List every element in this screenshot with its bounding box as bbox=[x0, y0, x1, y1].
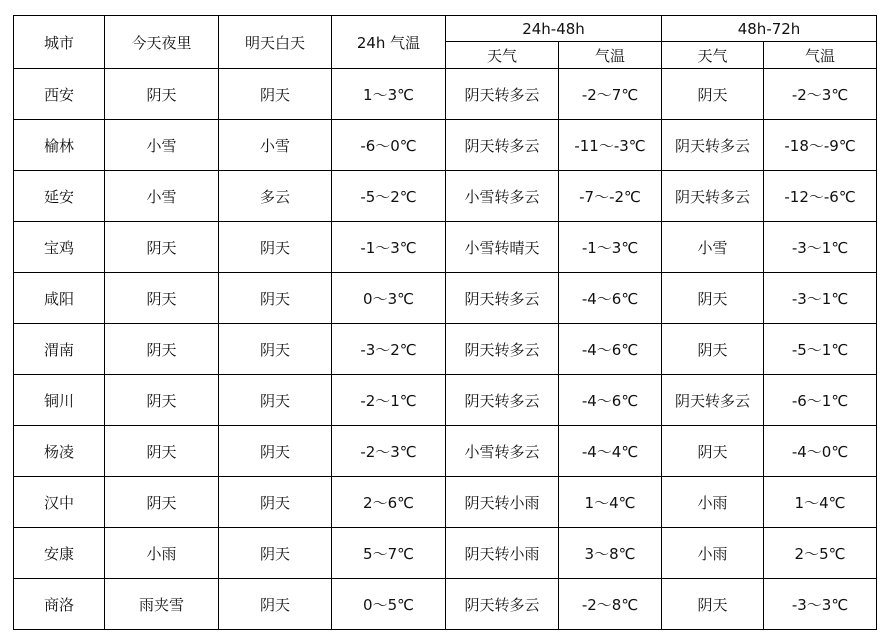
temp-48h-cell: 1～4℃ bbox=[559, 477, 662, 528]
weather-48h-cell: 阴天转多云 bbox=[446, 120, 559, 171]
weather-72h-cell: 小雨 bbox=[662, 477, 764, 528]
temp-24h-cell: 0～5℃ bbox=[332, 579, 446, 630]
temp-48h-cell: -4～6℃ bbox=[559, 273, 662, 324]
tomorrow-weather-cell: 阴天 bbox=[219, 426, 332, 477]
temp-72h-cell: -4～0℃ bbox=[764, 426, 877, 477]
table-row bbox=[14, 120, 877, 171]
tonight-weather-cell: 阴天 bbox=[105, 222, 219, 273]
weather-48h-cell: 阴天转小雨 bbox=[446, 528, 559, 579]
tonight-weather-cell: 小雪 bbox=[105, 171, 219, 222]
weather-72h-cell: 阴天转多云 bbox=[662, 120, 764, 171]
tomorrow-weather-cell: 小雪 bbox=[219, 120, 332, 171]
header-temp-24h: 24h 气温 bbox=[332, 16, 446, 69]
tonight-weather-cell: 雨夹雪 bbox=[105, 579, 219, 630]
temp-72h-cell: -2～3℃ bbox=[764, 69, 877, 120]
table-row bbox=[14, 273, 877, 324]
tonight-weather-cell: 阴天 bbox=[105, 426, 219, 477]
table-row bbox=[14, 375, 877, 426]
temp-48h-cell: -4～6℃ bbox=[559, 324, 662, 375]
weather-48h-cell: 阴天转多云 bbox=[446, 375, 559, 426]
table-row bbox=[14, 528, 877, 579]
tomorrow-weather-cell: 阴天 bbox=[219, 528, 332, 579]
header-temp-72: 气温 bbox=[764, 42, 877, 69]
tonight-weather-cell: 阴天 bbox=[105, 69, 219, 120]
city-cell: 渭南 bbox=[14, 324, 105, 375]
weather-72h-cell: 阴天转多云 bbox=[662, 171, 764, 222]
weather-72h-cell: 小雪 bbox=[662, 222, 764, 273]
weather-72h-cell: 阴天 bbox=[662, 273, 764, 324]
temp-24h-cell: -3～2℃ bbox=[332, 324, 446, 375]
tomorrow-weather-cell: 阴天 bbox=[219, 69, 332, 120]
city-cell: 延安 bbox=[14, 171, 105, 222]
table-row bbox=[14, 477, 877, 528]
tomorrow-weather-cell: 阴天 bbox=[219, 579, 332, 630]
temp-48h-cell: -2～8℃ bbox=[559, 579, 662, 630]
table-row bbox=[14, 222, 877, 273]
header-row bbox=[14, 16, 877, 42]
header-weather-48: 天气 bbox=[446, 42, 559, 69]
weather-48h-cell: 小雪转晴天 bbox=[446, 222, 559, 273]
tonight-weather-cell: 阴天 bbox=[105, 375, 219, 426]
weather-48h-cell: 小雪转多云 bbox=[446, 171, 559, 222]
tomorrow-weather-cell: 阴天 bbox=[219, 222, 332, 273]
city-cell: 商洛 bbox=[14, 579, 105, 630]
temp-72h-cell: -3～1℃ bbox=[764, 222, 877, 273]
temp-72h-cell: -3～3℃ bbox=[764, 579, 877, 630]
header-temp-48: 气温 bbox=[559, 42, 662, 69]
temp-24h-cell: 1～3℃ bbox=[332, 69, 446, 120]
weather-72h-cell: 阴天 bbox=[662, 426, 764, 477]
temp-24h-cell: -5～2℃ bbox=[332, 171, 446, 222]
temp-24h-cell: -2～3℃ bbox=[332, 426, 446, 477]
tonight-weather-cell: 阴天 bbox=[105, 324, 219, 375]
header-weather-72: 天气 bbox=[662, 42, 764, 69]
temp-24h-cell: -1～3℃ bbox=[332, 222, 446, 273]
table-row bbox=[14, 324, 877, 375]
weather-48h-cell: 阴天转多云 bbox=[446, 324, 559, 375]
temp-48h-cell: -2～7℃ bbox=[559, 69, 662, 120]
temp-48h-cell: 3～8℃ bbox=[559, 528, 662, 579]
city-cell: 咸阳 bbox=[14, 273, 105, 324]
temp-24h-cell: 0～3℃ bbox=[332, 273, 446, 324]
city-cell: 铜川 bbox=[14, 375, 105, 426]
header-group-48-72h: 48h-72h bbox=[662, 16, 877, 42]
header-tomorrow-day: 明天白天 bbox=[219, 16, 332, 69]
temp-48h-cell: -4～6℃ bbox=[559, 375, 662, 426]
table-row bbox=[14, 426, 877, 477]
weather-48h-cell: 小雪转多云 bbox=[446, 426, 559, 477]
tomorrow-weather-cell: 多云 bbox=[219, 171, 332, 222]
city-cell: 汉中 bbox=[14, 477, 105, 528]
temp-72h-cell: -6～1℃ bbox=[764, 375, 877, 426]
table-row bbox=[14, 579, 877, 630]
temp-24h-cell: -6～0℃ bbox=[332, 120, 446, 171]
temp-48h-cell: -11～-3℃ bbox=[559, 120, 662, 171]
temp-48h-cell: -7～-2℃ bbox=[559, 171, 662, 222]
temp-48h-cell: -1～3℃ bbox=[559, 222, 662, 273]
forecast-body bbox=[14, 69, 877, 630]
temp-24h-cell: 5～7℃ bbox=[332, 528, 446, 579]
temp-48h-cell: -4～4℃ bbox=[559, 426, 662, 477]
weather-48h-cell: 阴天转多云 bbox=[446, 69, 559, 120]
tonight-weather-cell: 阴天 bbox=[105, 477, 219, 528]
tomorrow-weather-cell: 阴天 bbox=[219, 375, 332, 426]
temp-24h-cell: -2～1℃ bbox=[332, 375, 446, 426]
weather-48h-cell: 阴天转小雨 bbox=[446, 477, 559, 528]
tonight-weather-cell: 阴天 bbox=[105, 273, 219, 324]
temp-72h-cell: -3～1℃ bbox=[764, 273, 877, 324]
weather-72h-cell: 阴天 bbox=[662, 579, 764, 630]
temp-24h-cell: 2～6℃ bbox=[332, 477, 446, 528]
temp-72h-cell: -18～-9℃ bbox=[764, 120, 877, 171]
temp-72h-cell: -12～-6℃ bbox=[764, 171, 877, 222]
temp-72h-cell: 1～4℃ bbox=[764, 477, 877, 528]
weather-forecast-table bbox=[13, 15, 877, 630]
weather-48h-cell: 阴天转多云 bbox=[446, 579, 559, 630]
table-row bbox=[14, 171, 877, 222]
header-tonight: 今天夜里 bbox=[105, 16, 219, 69]
weather-72h-cell: 阴天转多云 bbox=[662, 375, 764, 426]
tomorrow-weather-cell: 阴天 bbox=[219, 324, 332, 375]
tomorrow-weather-cell: 阴天 bbox=[219, 273, 332, 324]
city-cell: 榆林 bbox=[14, 120, 105, 171]
temp-72h-cell: -5～1℃ bbox=[764, 324, 877, 375]
city-cell: 西安 bbox=[14, 69, 105, 120]
city-cell: 宝鸡 bbox=[14, 222, 105, 273]
header-group-24-48h: 24h-48h bbox=[446, 16, 662, 42]
weather-72h-cell: 小雨 bbox=[662, 528, 764, 579]
weather-48h-cell: 阴天转多云 bbox=[446, 273, 559, 324]
weather-72h-cell: 阴天 bbox=[662, 324, 764, 375]
table-row bbox=[14, 69, 877, 120]
city-cell: 安康 bbox=[14, 528, 105, 579]
weather-72h-cell: 阴天 bbox=[662, 69, 764, 120]
tonight-weather-cell: 小雨 bbox=[105, 528, 219, 579]
tonight-weather-cell: 小雪 bbox=[105, 120, 219, 171]
city-cell: 杨凌 bbox=[14, 426, 105, 477]
tomorrow-weather-cell: 阴天 bbox=[219, 477, 332, 528]
temp-72h-cell: 2～5℃ bbox=[764, 528, 877, 579]
header-city: 城市 bbox=[14, 16, 105, 69]
